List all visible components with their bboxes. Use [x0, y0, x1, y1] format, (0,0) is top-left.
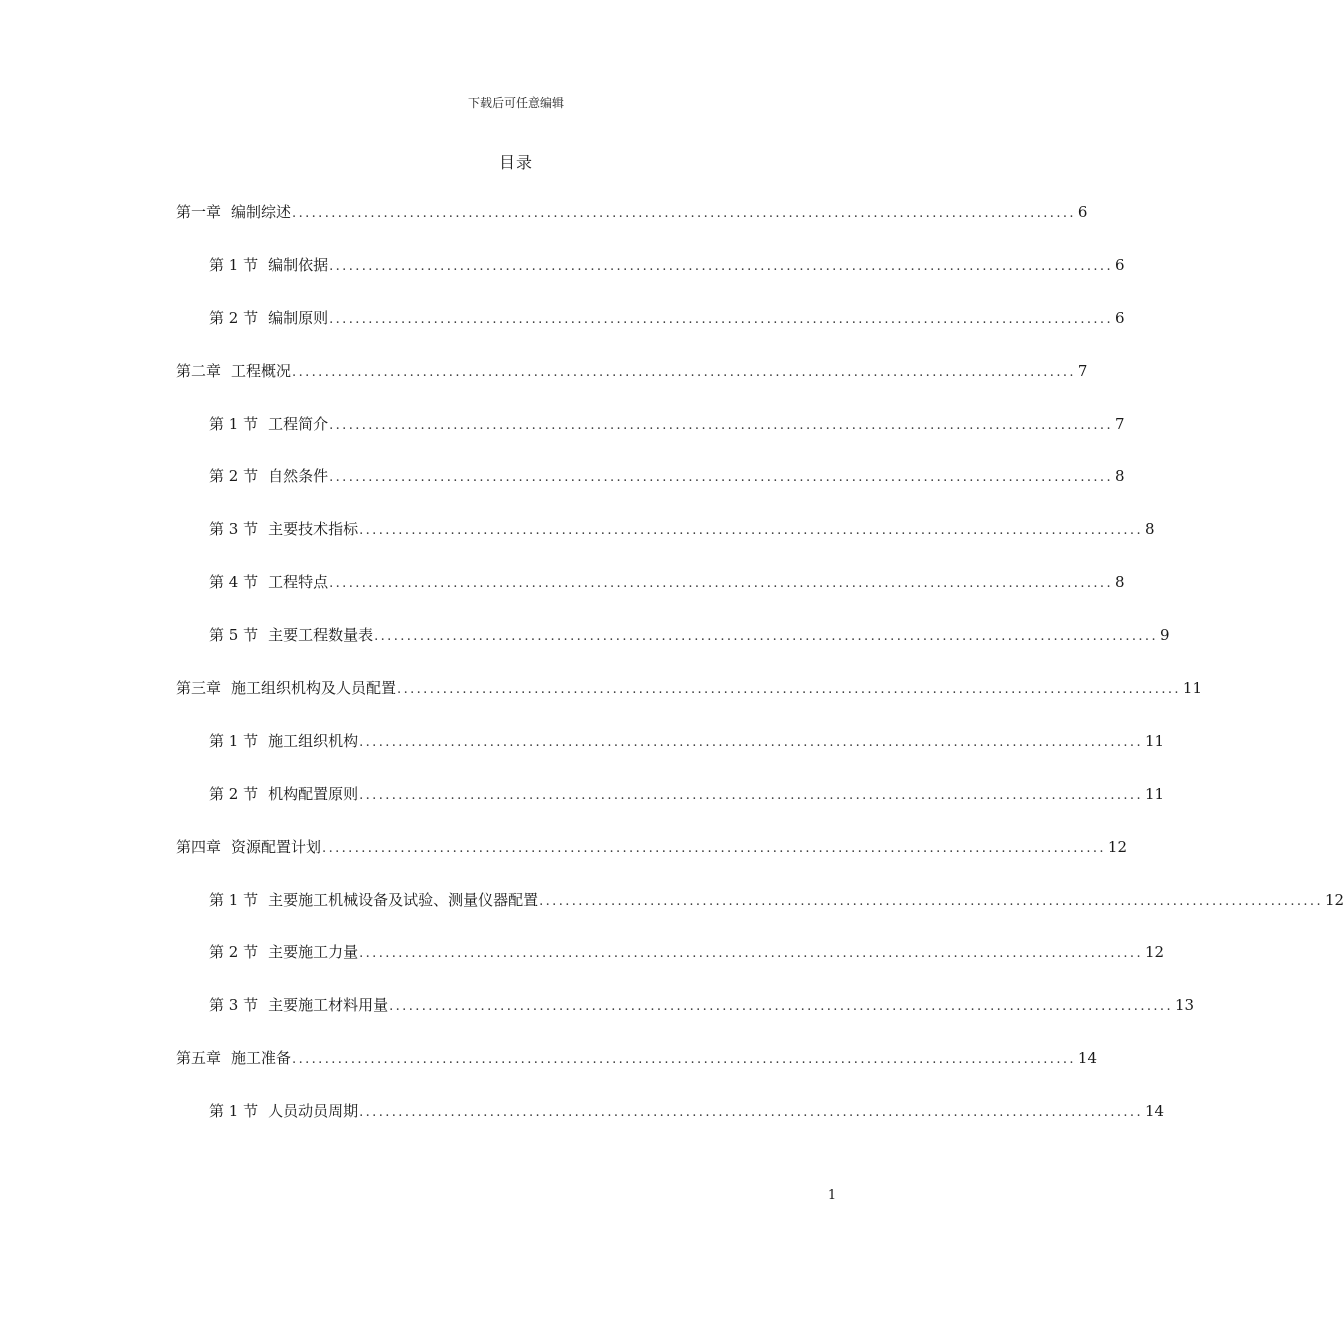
toc-section-entry[interactable]: [176, 941, 1165, 994]
toc-entry-title: 施工准备: [231, 1049, 292, 1068]
toc-dot-leader: ........................................................................................................................: [329, 576, 1113, 592]
toc-entry-title: 机构配置原则: [268, 784, 359, 803]
toc-entry-label: [209, 624, 373, 645]
toc-entry-number: 第 1 节: [209, 255, 259, 274]
toc-dot-leader: ........................................................................................................................: [359, 946, 1143, 962]
toc-entry-label: [209, 571, 328, 592]
toc-entry-page: 12: [1145, 943, 1165, 962]
toc-entry-page: 6: [1115, 255, 1125, 274]
toc-entry-number: 第 2 节: [209, 308, 259, 327]
toc-dot-leader: ........................................................................................................................: [359, 734, 1143, 750]
toc-entry-number: 第四章: [176, 837, 222, 856]
toc-entry-page: 8: [1115, 573, 1125, 592]
toc-entry-page: 12: [1325, 890, 1344, 909]
toc-section-entry[interactable]: [176, 730, 1165, 783]
toc-dot-leader: ........................................................................................................................: [539, 893, 1323, 909]
toc-entry-label: [209, 465, 328, 486]
toc-entry-title: 人员动员周期: [268, 1102, 359, 1121]
toc-entry-page: 11: [1145, 784, 1165, 803]
toc-entry-number: 第 1 节: [209, 1102, 259, 1121]
toc-entry-number: 第 2 节: [209, 784, 259, 803]
toc-entry-page: 7: [1077, 361, 1088, 380]
toc-entry-label: [176, 836, 321, 857]
toc-entry-page: 13: [1175, 996, 1195, 1015]
toc-entry-number: 第五章: [176, 1049, 222, 1068]
toc-chapter-entry[interactable]: [176, 677, 1203, 730]
toc-dot-leader: ........................................................................................................................: [292, 1052, 1076, 1068]
toc-dot-leader: ........................................................................................................................: [329, 311, 1113, 327]
toc-chapter-entry[interactable]: [176, 1047, 1098, 1100]
toc-dot-leader: ........................................................................................................................: [359, 523, 1143, 539]
toc-entry-page: 6: [1077, 203, 1088, 221]
toc-section-entry[interactable]: [176, 307, 1125, 360]
page-number: 1: [827, 1188, 837, 1203]
toc-entry-page: 12: [1107, 837, 1128, 856]
toc-entry-number: 第 1 节: [209, 890, 259, 909]
toc-section-entry[interactable]: [176, 624, 1170, 677]
toc-dot-leader: ........................................................................................................................: [322, 840, 1106, 856]
toc-entry-page: 9: [1160, 626, 1170, 645]
toc-entry-page: 11: [1145, 731, 1165, 750]
toc-entry-title: 工程特点: [268, 573, 329, 592]
toc-dot-leader: ........................................................................................................................: [359, 787, 1143, 803]
toc-entry-number: 第 2 节: [209, 943, 259, 962]
toc-entry-number: 第一章: [176, 203, 222, 221]
toc-dot-leader: ........................................................................................................................: [329, 258, 1113, 274]
toc-section-entry[interactable]: [176, 994, 1195, 1047]
toc-entry-page: 6: [1115, 308, 1125, 327]
toc-entry-label: [209, 1100, 358, 1121]
toc-entry-title: 工程简介: [268, 414, 329, 433]
toc-dot-leader: ........................................................................................................................: [329, 417, 1113, 433]
toc-entry-label: [176, 360, 291, 381]
toc-entry-number: 第三章: [176, 679, 222, 698]
toc-entry-number: 第 2 节: [209, 467, 259, 486]
toc-dot-leader: ........................................................................................................................: [359, 1105, 1143, 1121]
toc-entry-title: 编制原则: [268, 308, 329, 327]
toc-entry-page: 11: [1182, 679, 1203, 698]
toc-title: 目录: [498, 153, 533, 172]
toc-entry-label: [209, 518, 358, 539]
toc-section-entry[interactable]: [176, 889, 1344, 942]
toc-entry-number: 第 1 节: [209, 731, 259, 750]
toc-entry-label: [209, 994, 388, 1015]
toc-dot-leader: ........................................................................................................................: [329, 470, 1113, 486]
toc-entry-title: 主要施工力量: [268, 943, 359, 962]
toc-section-entry[interactable]: [176, 518, 1155, 571]
toc-entry-title: 编制综述: [231, 203, 292, 221]
toc-section-entry[interactable]: [176, 413, 1125, 466]
toc-entry-title: 主要施工材料用量: [268, 996, 389, 1015]
toc-entry-label: [176, 1047, 291, 1068]
toc-entry-label: [209, 254, 328, 275]
toc-entry-title: 工程概况: [231, 361, 292, 380]
toc-entry-number: 第 4 节: [209, 573, 259, 592]
toc-entry-title: 自然条件: [268, 467, 329, 486]
toc-dot-leader: ........................................................................................................................: [389, 999, 1173, 1015]
toc-entry-title: 编制依据: [268, 255, 329, 274]
toc-entry-title: 施工组织机构: [268, 731, 359, 750]
toc-entry-title: 施工组织机构及人员配置: [231, 679, 397, 698]
toc-entry-number: 第 5 节: [209, 626, 259, 645]
toc-dot-leader: ........................................................................................................................: [397, 682, 1181, 698]
toc-dot-leader: ........................................................................................................................: [374, 629, 1158, 645]
toc-entry-number: 第 3 节: [209, 520, 259, 539]
toc-dot-leader: ........................................................................................................................: [292, 364, 1076, 380]
toc-section-entry[interactable]: [176, 571, 1125, 624]
toc-entry-number: 第 3 节: [209, 996, 259, 1015]
toc-entry-number: 第二章: [176, 361, 222, 380]
toc-entry-label: [209, 413, 328, 434]
header-note: 下载后可任意编辑: [467, 96, 564, 110]
toc-entry-label: [209, 307, 328, 328]
toc-chapter-entry[interactable]: [176, 360, 1088, 413]
toc-section-entry[interactable]: [176, 465, 1125, 518]
toc-entry-title: 主要施工机械设备及试验、测量仪器配置: [268, 890, 539, 909]
toc-entry-label: [176, 201, 291, 222]
toc-entry-title: 主要技术指标: [268, 520, 359, 539]
toc-entry-page: 14: [1077, 1049, 1098, 1068]
toc-chapter-entry[interactable]: [176, 836, 1128, 889]
toc-entry-page: 8: [1145, 520, 1155, 539]
toc-section-entry[interactable]: [176, 254, 1125, 307]
toc-section-entry[interactable]: [176, 783, 1165, 836]
toc-entry-label: [209, 889, 538, 910]
toc-entry-label: [176, 677, 396, 698]
toc-entry-label: [209, 941, 358, 962]
toc-entry-label: [209, 730, 358, 751]
toc-chapter-entry[interactable]: [176, 201, 1088, 254]
toc-entry-number: 第 1 节: [209, 414, 259, 433]
toc-entry-label: [209, 783, 358, 804]
toc-entry-page: 8: [1115, 467, 1125, 486]
table-of-contents: [176, 201, 1344, 1153]
toc-section-entry[interactable]: [176, 1100, 1165, 1153]
toc-entry-title: 资源配置计划: [231, 837, 322, 856]
toc-entry-page: 14: [1145, 1102, 1165, 1121]
toc-entry-title: 主要工程数量表: [268, 626, 374, 645]
toc-dot-leader: ........................................................................................................................: [292, 206, 1076, 221]
toc-entry-page: 7: [1115, 414, 1125, 433]
